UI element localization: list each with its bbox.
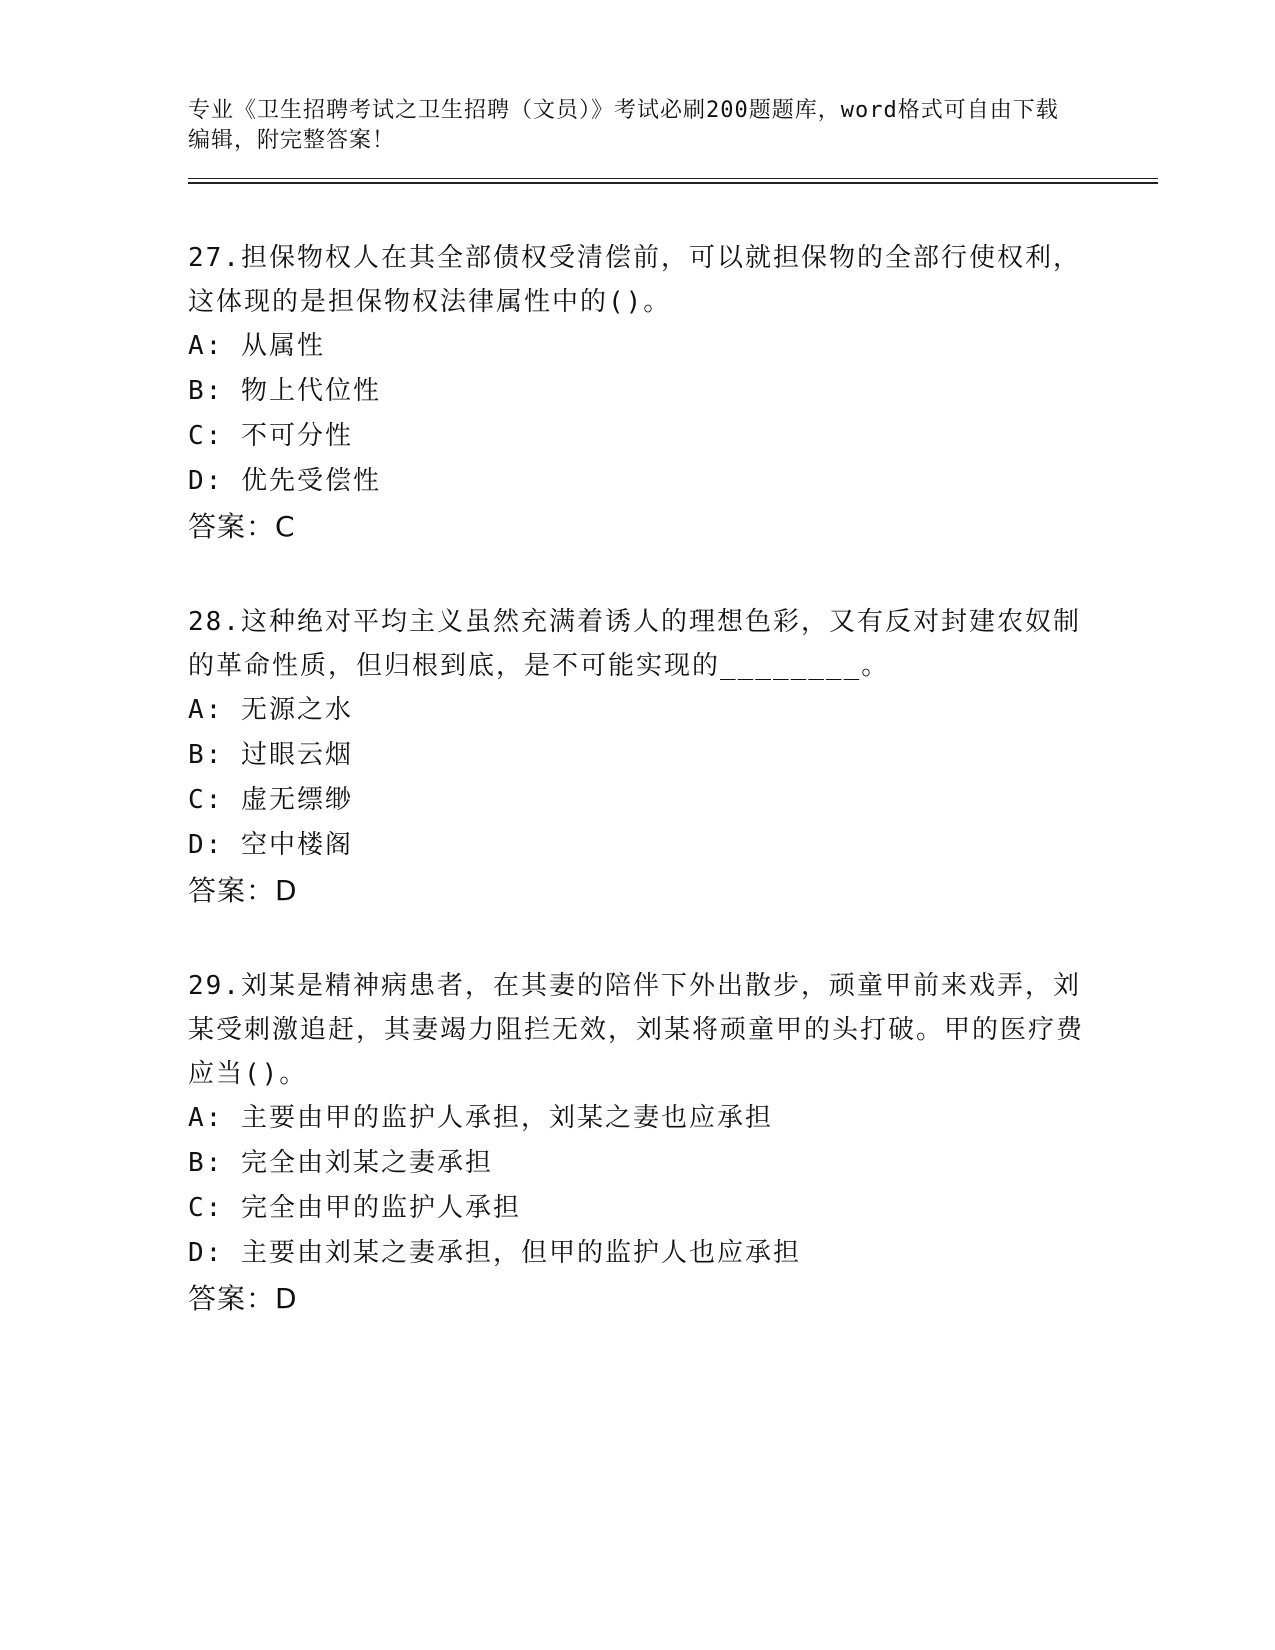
- header-divider-thick: [188, 182, 1158, 184]
- option-a: A: 从属性: [188, 331, 325, 361]
- option-c: C: 不可分性: [188, 421, 353, 451]
- option-b: B: 物上代位性: [188, 376, 381, 406]
- option-d: D: 优先受偿性: [188, 466, 381, 496]
- question-stem: 29.刘某是精神病患者，在其妻的陪伴下外出散步，顽童甲前来戏弄，刘某受刺激追赶，其妻竭力阻拦无效，刘某将顽童甲的头打破。甲的医疗费应当()。: [188, 971, 1085, 1089]
- option-b: B: 完全由刘某之妻承担: [188, 1148, 493, 1178]
- question-stem: 27.担保物权人在其全部债权受清偿前，可以就担保物的全部行使权利，这体现的是担保物权法律属性中的()。: [188, 243, 1081, 317]
- option-a: A: 无源之水: [188, 695, 353, 725]
- question-27: [188, 236, 1088, 550]
- answer: 答案：C: [188, 510, 296, 543]
- question-stem: 28.这种绝对平均主义虽然充满着诱人的理想色彩，又有反对封建农奴制的革命性质，但归根到底，是不可能实现的________。: [188, 607, 1081, 681]
- question-28: [188, 600, 1088, 914]
- option-d: D: 空中楼阁: [188, 830, 353, 860]
- option-b: B: 过眼云烟: [188, 740, 353, 770]
- question-29: [188, 964, 1088, 1322]
- option-c: C: 虚无缥缈: [188, 785, 353, 815]
- option-c: C: 完全由甲的监护人承担: [188, 1193, 521, 1223]
- answer: 答案：D: [188, 874, 298, 907]
- header-divider-thin: [188, 178, 1158, 179]
- option-d: D: 主要由刘某之妻承担，但甲的监护人也应承担: [188, 1238, 801, 1268]
- option-a: A: 主要由甲的监护人承担，刘某之妻也应承担: [188, 1103, 773, 1133]
- document-header: 专业《卫生招聘考试之卫生招聘（文员）》考试必刷200题题库，word格式可自由下载编辑，附完整答案！: [188, 98, 1059, 153]
- answer: 答案：D: [188, 1282, 298, 1315]
